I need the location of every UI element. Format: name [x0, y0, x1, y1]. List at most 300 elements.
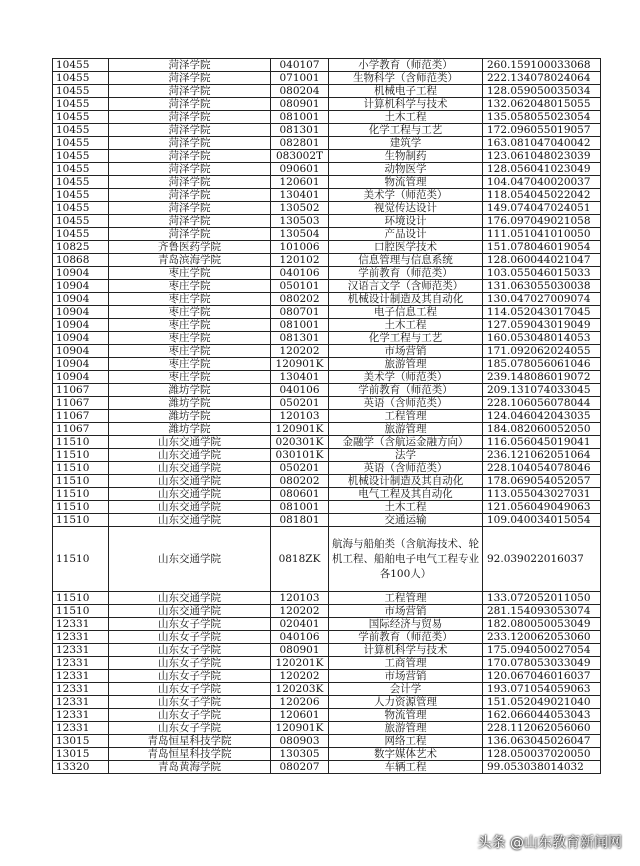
major-name-cell: 电子信息工程	[329, 306, 483, 319]
major-name-cell: 机械设计制造及其自动化	[329, 293, 483, 306]
score-cell: 123.061048023039	[483, 150, 601, 163]
program-code-cell: 130502	[271, 202, 329, 215]
score-cell: 151.078046019054	[483, 241, 601, 254]
school-code-cell: 10904	[53, 371, 109, 384]
school-name-cell: 山东交通学院	[109, 436, 271, 449]
major-name-cell: 旅游管理	[329, 358, 483, 371]
school-code-cell: 11510	[53, 436, 109, 449]
table-row	[53, 709, 601, 722]
table-row	[53, 124, 601, 137]
major-name-cell: 生物科学（含师范类）	[329, 72, 483, 85]
score-cell: 162.066044053043	[483, 709, 601, 722]
score-cell: 131.063055030038	[483, 280, 601, 293]
score-cell: 228.112062056060	[483, 722, 601, 735]
score-cell: 116.056045019041	[483, 436, 601, 449]
program-code-cell: 081801	[271, 514, 329, 527]
school-name-cell: 山东女子学院	[109, 696, 271, 709]
table-row	[53, 163, 601, 176]
school-code-cell: 13015	[53, 735, 109, 748]
school-code-cell: 10904	[53, 280, 109, 293]
program-code-cell: 071001	[271, 72, 329, 85]
program-code-cell: 080901	[271, 98, 329, 111]
major-name-cell: 法学	[329, 449, 483, 462]
program-code-cell: 082801	[271, 137, 329, 150]
program-code-cell: 130401	[271, 189, 329, 202]
score-cell: 92.039022016037	[483, 527, 601, 592]
score-cell: 128.050037020050	[483, 748, 601, 761]
school-name-cell: 菏泽学院	[109, 98, 271, 111]
school-code-cell: 11067	[53, 384, 109, 397]
table-row	[53, 319, 601, 332]
school-name-cell: 山东女子学院	[109, 631, 271, 644]
school-name-cell: 青岛恒星科技学院	[109, 735, 271, 748]
table-row	[53, 488, 601, 501]
table-row	[53, 618, 601, 631]
table-row	[53, 189, 601, 202]
school-name-cell: 枣庄学院	[109, 358, 271, 371]
school-code-cell: 11510	[53, 514, 109, 527]
program-code-cell: 030101K	[271, 449, 329, 462]
school-code-cell: 11067	[53, 410, 109, 423]
table-row	[53, 631, 601, 644]
school-code-cell: 10455	[53, 98, 109, 111]
school-code-cell: 10455	[53, 59, 109, 72]
school-name-cell: 青岛恒星科技学院	[109, 748, 271, 761]
table-row	[53, 267, 601, 280]
school-code-cell: 12331	[53, 709, 109, 722]
program-code-cell: 090601	[271, 163, 329, 176]
major-name-cell: 美术学（师范类）	[329, 371, 483, 384]
score-cell: 260.159100033068	[483, 59, 601, 72]
school-name-cell: 山东女子学院	[109, 709, 271, 722]
table-row	[53, 111, 601, 124]
score-cell: 236.121062051064	[483, 449, 601, 462]
major-name-cell: 车辆工程	[329, 761, 483, 774]
school-name-cell: 山东女子学院	[109, 618, 271, 631]
school-code-cell: 12331	[53, 696, 109, 709]
major-name-cell: 市场营销	[329, 345, 483, 358]
school-name-cell: 菏泽学院	[109, 176, 271, 189]
school-name-cell: 山东女子学院	[109, 644, 271, 657]
score-cell: 228.106056078044	[483, 397, 601, 410]
school-code-cell: 12331	[53, 722, 109, 735]
table-row	[53, 657, 601, 670]
table-row	[53, 72, 601, 85]
major-name-cell: 物流管理	[329, 709, 483, 722]
school-name-cell: 山东交通学院	[109, 514, 271, 527]
major-name-cell: 学前教育（师范类）	[329, 267, 483, 280]
major-name-cell: 土木工程	[329, 111, 483, 124]
school-name-cell: 潍坊学院	[109, 423, 271, 436]
program-code-cell: 120202	[271, 670, 329, 683]
school-code-cell: 11067	[53, 397, 109, 410]
table-row	[53, 410, 601, 423]
school-code-cell: 10904	[53, 345, 109, 358]
program-code-cell: 120103	[271, 410, 329, 423]
school-code-cell: 11510	[53, 527, 109, 592]
score-cell: 239.148086019072	[483, 371, 601, 384]
school-code-cell: 10825	[53, 241, 109, 254]
school-name-cell: 山东交通学院	[109, 449, 271, 462]
school-code-cell: 10455	[53, 202, 109, 215]
score-cell: 120.067046016037	[483, 670, 601, 683]
major-name-cell: 会计学	[329, 683, 483, 696]
score-cell: 109.040034015054	[483, 514, 601, 527]
major-name-cell: 英语（含师范类）	[329, 462, 483, 475]
program-code-cell: 080202	[271, 293, 329, 306]
score-cell: 135.058055023054	[483, 111, 601, 124]
major-name-cell: 市场营销	[329, 605, 483, 618]
school-code-cell: 10455	[53, 189, 109, 202]
table-row	[53, 722, 601, 735]
score-cell: 176.097049021058	[483, 215, 601, 228]
school-code-cell: 11510	[53, 449, 109, 462]
school-code-cell: 11510	[53, 475, 109, 488]
school-code-cell: 10455	[53, 111, 109, 124]
school-code-cell: 11510	[53, 592, 109, 605]
school-code-cell: 11067	[53, 423, 109, 436]
score-cell: 113.055043027031	[483, 488, 601, 501]
score-cell: 118.054045022042	[483, 189, 601, 202]
school-name-cell: 枣庄学院	[109, 293, 271, 306]
program-code-cell: 020301K	[271, 436, 329, 449]
school-name-cell: 青岛滨海学院	[109, 254, 271, 267]
major-name-cell: 数字媒体艺术	[329, 748, 483, 761]
school-name-cell: 菏泽学院	[109, 202, 271, 215]
score-cell: 132.062048015055	[483, 98, 601, 111]
table-row	[53, 605, 601, 618]
table-row	[53, 293, 601, 306]
program-code-cell: 080903	[271, 735, 329, 748]
program-code-cell: 080204	[271, 85, 329, 98]
school-name-cell: 山东女子学院	[109, 683, 271, 696]
program-code-cell: 120901K	[271, 423, 329, 436]
score-cell: 170.078053033049	[483, 657, 601, 670]
program-code-cell: 120201K	[271, 657, 329, 670]
program-code-cell: 120901K	[271, 722, 329, 735]
program-code-cell: 080207	[271, 761, 329, 774]
major-name-cell: 环境设计	[329, 215, 483, 228]
program-code-cell: 101006	[271, 241, 329, 254]
table-row	[53, 345, 601, 358]
program-code-cell: 050201	[271, 462, 329, 475]
watermark: 头条 @山东教育新闻网	[477, 835, 622, 851]
table-row	[53, 735, 601, 748]
major-name-cell: 口腔医学技术	[329, 241, 483, 254]
school-name-cell: 菏泽学院	[109, 124, 271, 137]
school-name-cell: 山东交通学院	[109, 592, 271, 605]
school-name-cell: 枣庄学院	[109, 345, 271, 358]
school-code-cell: 10455	[53, 85, 109, 98]
major-name-cell: 机械设计制造及其自动化	[329, 475, 483, 488]
score-cell: 171.092062024055	[483, 345, 601, 358]
program-code-cell: 120202	[271, 345, 329, 358]
school-name-cell: 潍坊学院	[109, 397, 271, 410]
school-name-cell: 菏泽学院	[109, 163, 271, 176]
school-name-cell: 菏泽学院	[109, 85, 271, 98]
table-row	[53, 358, 601, 371]
school-name-cell: 菏泽学院	[109, 150, 271, 163]
school-name-cell: 菏泽学院	[109, 111, 271, 124]
program-code-cell: 081001	[271, 319, 329, 332]
table-row	[53, 215, 601, 228]
score-cell: 124.046042043035	[483, 410, 601, 423]
table-row	[53, 59, 601, 72]
table-row	[53, 280, 601, 293]
program-code-cell: 120601	[271, 176, 329, 189]
major-name-cell: 机械电子工程	[329, 85, 483, 98]
score-cell: 163.081047040042	[483, 137, 601, 150]
major-name-cell: 国际经济与贸易	[329, 618, 483, 631]
table-row	[53, 384, 601, 397]
school-code-cell: 11510	[53, 462, 109, 475]
program-code-cell: 080601	[271, 488, 329, 501]
major-name-cell: 信息管理与信息系统	[329, 254, 483, 267]
table-row	[53, 254, 601, 267]
score-cell: 178.069054052057	[483, 475, 601, 488]
school-code-cell: 10868	[53, 254, 109, 267]
major-name-cell: 建筑学	[329, 137, 483, 150]
school-code-cell: 10904	[53, 358, 109, 371]
major-name-cell: 动物医学	[329, 163, 483, 176]
school-name-cell: 枣庄学院	[109, 280, 271, 293]
score-cell: 185.078056061046	[483, 358, 601, 371]
school-code-cell: 12331	[53, 670, 109, 683]
school-code-cell: 10455	[53, 150, 109, 163]
score-cell: 222.134078024064	[483, 72, 601, 85]
major-name-cell: 计算机科学与技术	[329, 98, 483, 111]
school-name-cell: 枣庄学院	[109, 319, 271, 332]
school-name-cell: 山东交通学院	[109, 462, 271, 475]
major-name-cell: 物流管理	[329, 176, 483, 189]
major-name-cell: 金融学（含航运金融方向）	[329, 436, 483, 449]
score-cell: 133.072052011050	[483, 592, 601, 605]
score-cell: 128.059050035034	[483, 85, 601, 98]
school-name-cell: 枣庄学院	[109, 371, 271, 384]
table-row	[53, 683, 601, 696]
table-row	[53, 202, 601, 215]
program-code-cell: 040106	[271, 384, 329, 397]
score-table	[52, 58, 601, 774]
major-name-cell: 英语（含师范类）	[329, 397, 483, 410]
program-code-cell: 080901	[271, 644, 329, 657]
program-code-cell: 130401	[271, 371, 329, 384]
score-cell: 130.047027009074	[483, 293, 601, 306]
school-code-cell: 12331	[53, 631, 109, 644]
program-code-cell: 083002T	[271, 150, 329, 163]
program-code-cell: 080202	[271, 475, 329, 488]
score-cell: 128.056041023049	[483, 163, 601, 176]
school-name-cell: 潍坊学院	[109, 410, 271, 423]
program-code-cell: 120102	[271, 254, 329, 267]
score-cell: 182.080050053049	[483, 618, 601, 631]
major-name-cell: 小学教育（师范类）	[329, 59, 483, 72]
score-cell: 193.071054059063	[483, 683, 601, 696]
school-name-cell: 山东女子学院	[109, 722, 271, 735]
score-cell: 99.053038014032	[483, 761, 601, 774]
program-code-cell: 081301	[271, 124, 329, 137]
program-code-cell: 040106	[271, 631, 329, 644]
school-name-cell: 菏泽学院	[109, 189, 271, 202]
school-name-cell: 山东女子学院	[109, 657, 271, 670]
school-code-cell: 10455	[53, 176, 109, 189]
school-name-cell: 菏泽学院	[109, 72, 271, 85]
program-code-cell: 120103	[271, 592, 329, 605]
score-cell: 209.131074033045	[483, 384, 601, 397]
table-row	[53, 527, 601, 592]
program-code-cell: 020401	[271, 618, 329, 631]
table-row	[53, 462, 601, 475]
school-code-cell: 10904	[53, 293, 109, 306]
program-code-cell: 120206	[271, 696, 329, 709]
school-name-cell: 山东交通学院	[109, 527, 271, 592]
table-row	[53, 371, 601, 384]
school-code-cell: 10904	[53, 267, 109, 280]
score-cell: 121.056049049063	[483, 501, 601, 514]
program-code-cell: 130503	[271, 215, 329, 228]
school-name-cell: 青岛黄海学院	[109, 761, 271, 774]
major-name-cell: 工商管理	[329, 657, 483, 670]
major-name-cell: 化学工程与工艺	[329, 332, 483, 345]
table-row	[53, 475, 601, 488]
school-code-cell: 10904	[53, 306, 109, 319]
table-row	[53, 501, 601, 514]
major-name-cell: 土木工程	[329, 501, 483, 514]
school-name-cell: 齐鲁医药学院	[109, 241, 271, 254]
major-name-cell: 视觉传达设计	[329, 202, 483, 215]
school-name-cell: 山东女子学院	[109, 670, 271, 683]
major-name-cell: 电气工程及其自动化	[329, 488, 483, 501]
school-code-cell: 12331	[53, 618, 109, 631]
school-name-cell: 山东交通学院	[109, 488, 271, 501]
school-code-cell: 10455	[53, 163, 109, 176]
program-code-cell: 120901K	[271, 358, 329, 371]
major-name-cell: 工程管理	[329, 410, 483, 423]
major-name-cell: 网络工程	[329, 735, 483, 748]
school-name-cell: 菏泽学院	[109, 215, 271, 228]
score-cell: 281.154093053074	[483, 605, 601, 618]
school-name-cell: 枣庄学院	[109, 332, 271, 345]
table-row	[53, 241, 601, 254]
table-row	[53, 449, 601, 462]
school-code-cell: 10904	[53, 319, 109, 332]
score-cell: 233.120062053060	[483, 631, 601, 644]
table-row	[53, 176, 601, 189]
school-code-cell: 10455	[53, 215, 109, 228]
school-code-cell: 10455	[53, 228, 109, 241]
program-code-cell: 120203K	[271, 683, 329, 696]
score-cell: 104.047040020037	[483, 176, 601, 189]
program-code-cell: 130305	[271, 748, 329, 761]
score-cell: 149.074047024051	[483, 202, 601, 215]
school-name-cell: 潍坊学院	[109, 384, 271, 397]
table-row	[53, 98, 601, 111]
school-code-cell: 10904	[53, 332, 109, 345]
table-row	[53, 137, 601, 150]
score-cell: 127.059043019049	[483, 319, 601, 332]
school-code-cell: 11510	[53, 488, 109, 501]
major-name-cell: 市场营销	[329, 670, 483, 683]
school-code-cell: 13015	[53, 748, 109, 761]
program-code-cell: 081301	[271, 332, 329, 345]
major-name-cell: 旅游管理	[329, 722, 483, 735]
table-row	[53, 644, 601, 657]
table-row	[53, 85, 601, 98]
score-cell: 114.052043017045	[483, 306, 601, 319]
school-code-cell: 10455	[53, 72, 109, 85]
major-name-cell: 产品设计	[329, 228, 483, 241]
major-name-cell: 化学工程与工艺	[329, 124, 483, 137]
table-row	[53, 592, 601, 605]
score-cell: 136.063045026047	[483, 735, 601, 748]
major-name-cell: 人力资源管理	[329, 696, 483, 709]
admission-score-sheet	[52, 58, 600, 774]
table-row	[53, 306, 601, 319]
score-cell: 128.060044021047	[483, 254, 601, 267]
major-name-cell: 汉语言文学（含师范类）	[329, 280, 483, 293]
school-code-cell: 10455	[53, 137, 109, 150]
score-cell: 103.055046015033	[483, 267, 601, 280]
program-code-cell: 0818ZK	[271, 527, 329, 592]
school-code-cell: 10455	[53, 124, 109, 137]
major-name-cell: 土木工程	[329, 319, 483, 332]
school-code-cell: 12331	[53, 683, 109, 696]
program-code-cell: 040107	[271, 59, 329, 72]
school-code-cell: 11510	[53, 501, 109, 514]
school-name-cell: 山东交通学院	[109, 501, 271, 514]
program-code-cell: 040106	[271, 267, 329, 280]
school-name-cell: 菏泽学院	[109, 59, 271, 72]
score-cell: 175.094050027054	[483, 644, 601, 657]
major-name-cell: 航海与船舶类（含航海技术、轮机工程、船舶电子电气工程专业各100人）	[329, 527, 483, 592]
school-name-cell: 菏泽学院	[109, 137, 271, 150]
table-row	[53, 696, 601, 709]
school-code-cell: 12331	[53, 644, 109, 657]
score-cell: 151.052049021040	[483, 696, 601, 709]
score-cell: 160.053048014053	[483, 332, 601, 345]
program-code-cell: 050101	[271, 280, 329, 293]
table-row	[53, 761, 601, 774]
program-code-cell: 081001	[271, 501, 329, 514]
major-name-cell: 美术学（师范类）	[329, 189, 483, 202]
program-code-cell: 050201	[271, 397, 329, 410]
score-cell: 184.082060052050	[483, 423, 601, 436]
school-name-cell: 山东交通学院	[109, 475, 271, 488]
program-code-cell: 120202	[271, 605, 329, 618]
program-code-cell: 130504	[271, 228, 329, 241]
program-code-cell: 081001	[271, 111, 329, 124]
table-row	[53, 150, 601, 163]
score-cell: 111.051041010050	[483, 228, 601, 241]
school-code-cell: 11510	[53, 605, 109, 618]
school-name-cell: 枣庄学院	[109, 267, 271, 280]
major-name-cell: 计算机科学与技术	[329, 644, 483, 657]
table-row	[53, 748, 601, 761]
school-name-cell: 菏泽学院	[109, 228, 271, 241]
table-row	[53, 228, 601, 241]
score-cell: 228.104054078046	[483, 462, 601, 475]
table-row	[53, 514, 601, 527]
table-row	[53, 397, 601, 410]
school-name-cell: 山东交通学院	[109, 605, 271, 618]
major-name-cell: 旅游管理	[329, 423, 483, 436]
major-name-cell: 生物制药	[329, 150, 483, 163]
major-name-cell: 学前教育（师范类）	[329, 631, 483, 644]
school-name-cell: 枣庄学院	[109, 306, 271, 319]
major-name-cell: 学前教育（师范类）	[329, 384, 483, 397]
table-row	[53, 436, 601, 449]
school-code-cell: 12331	[53, 657, 109, 670]
